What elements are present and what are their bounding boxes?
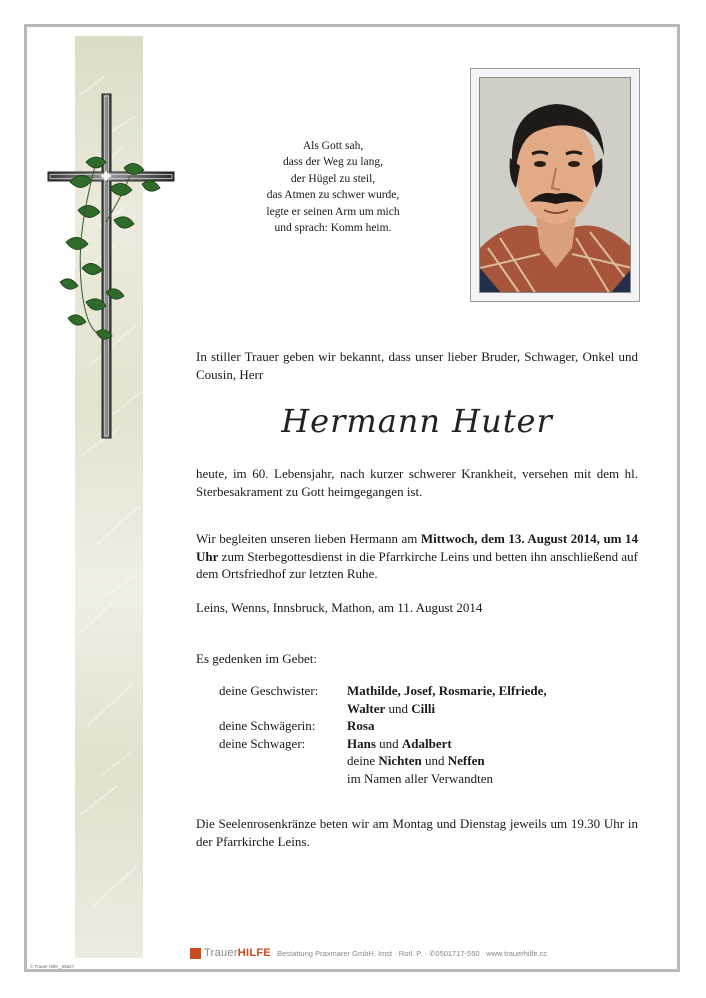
funeral-rest: zum Sterbegottesdienst in die Pfarrkirche Leins und betten ihn anschließend auf dem Ortsfriedhof zur letzten Ruhe. [196, 548, 638, 581]
footer [190, 944, 590, 962]
poem-line: Als Gott sah, [302, 140, 364, 152]
relation-names [347, 717, 617, 735]
poem-line: der Hügel zu steil, [290, 172, 376, 185]
funeral-time: um 14 Uhr [196, 531, 639, 564]
und-text: und [375, 735, 402, 751]
cross-with-ivy [46, 92, 178, 452]
relation-label: deine Schwägerin: [219, 718, 316, 733]
announcement-text: In stiller Trauer geben wir bekannt, dass unser lieber Bruder, Schwager, Onkel und Cousin, Herr [196, 349, 638, 382]
mourner-row [219, 735, 617, 788]
deceased-name: Hermann Huter [281, 402, 553, 440]
cross-vertical [102, 94, 111, 438]
relation-label: deine Schwager: [219, 735, 306, 751]
mourner-row [219, 717, 617, 735]
portrait-frame [470, 68, 640, 302]
funeral-intro: Wir begleiten unseren lieben Hermann am [196, 531, 421, 546]
mourners-list [219, 682, 617, 787]
deine-text: deine [347, 753, 379, 768]
poem-line: dass der Weg zu lang, [282, 156, 384, 169]
relation-names [347, 682, 617, 717]
sibling-walter: Walter [347, 700, 386, 716]
relation-names [347, 735, 617, 788]
mourner-row [219, 682, 617, 717]
tiny-credit: © Trauer Hilfe _69a27 [30, 964, 75, 969]
death-notice-text: heute, im 60. Lebensjahr, nach kurzer schwerer Krankheit, versehen mit dem hl. Sterbesakrament zu Gott heimgegangen ist. [196, 466, 638, 499]
sibling-cilli: Cilli [411, 700, 436, 716]
portrait-photo [479, 77, 631, 293]
siblings-names: Mathilde, Josef, Rosmarie, Elfriede, [347, 683, 547, 698]
rosary-text: Die Seelenrosenkränze beten wir am Montag und Dienstag jeweils um 19.30 Uhr in der Pfarrkirche Leins. [196, 816, 638, 849]
place-date: Leins, Wenns, Innsbruck, Mathon, am 11. August 2014 [196, 600, 483, 615]
brother-in-law-adalbert: Adalbert [401, 735, 452, 751]
all-relatives-text: im Namen aller Verwandten [347, 770, 493, 786]
brand-part-a: Trauer [204, 947, 238, 959]
poem [248, 138, 418, 236]
brand-part-b: HILFE [237, 947, 272, 959]
und-text: und [385, 700, 412, 716]
funeral-text [196, 530, 638, 583]
brother-in-law-hans: Hans [347, 735, 376, 751]
poem-line: legte er seinen Arm um mich [266, 205, 400, 218]
nichten-text: Nichten [378, 753, 422, 768]
und-text: und [421, 753, 448, 768]
trauerhilfe-logo-icon [190, 948, 201, 959]
relation-label: deine Geschwister: [219, 683, 319, 698]
funeral-date: Mittwoch, dem 13. August 2014, [420, 531, 600, 546]
footer-text: Bestattung Praxmarer GmbH, Imst · Rotl. P. · ✆0501717-550 · www.trauerhilfe.cc [277, 948, 548, 958]
gebet-heading: Es gedenken im Gebet: [196, 651, 317, 666]
poem-line: das Atmen zu schwer wurde, [266, 189, 400, 202]
neffen-text: Neffen [447, 753, 485, 768]
sister-in-law-name: Rosa [347, 718, 375, 733]
poem-line: und sprach: Komm heim. [274, 222, 392, 235]
footer-brand [204, 947, 271, 959]
